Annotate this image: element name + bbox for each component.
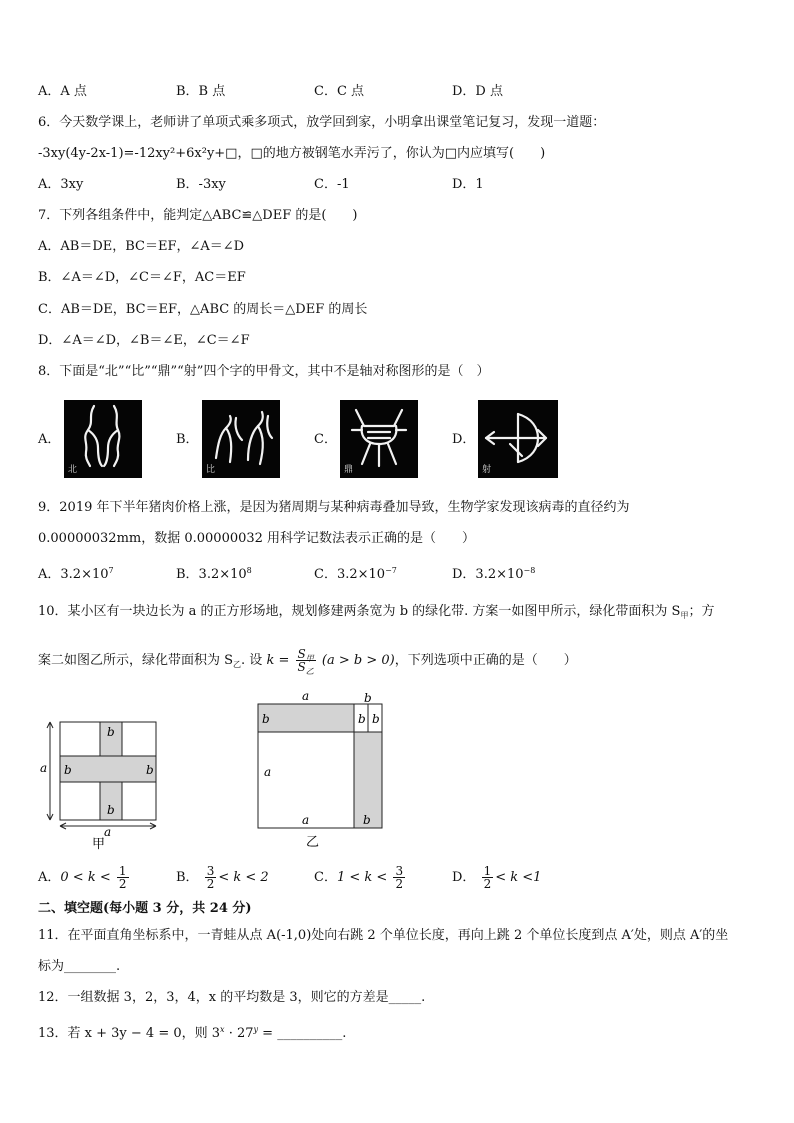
- figure-yi: [252, 690, 388, 852]
- section-2-heading: 二、填空题(每小题 3 分，共 24 分): [38, 901, 252, 916]
- fig-jia-label-a-side: a: [40, 761, 48, 775]
- q9-option-a: A．$3.2\times 10^7$: [38, 566, 114, 582]
- q5-option-a: A．A 点: [38, 84, 87, 99]
- q8-label-a: A．: [38, 432, 61, 447]
- figure-jia: [36, 716, 166, 854]
- fig-yi-label-a-bottom: a: [302, 813, 310, 827]
- q9-line2: 0.00000032mm，数据 0.00000032 用科学记数法表示正确的是（ ）: [38, 531, 476, 546]
- q7-option-b: B．∠A＝∠D，∠C＝∠F，AC＝EF: [38, 270, 246, 285]
- oracle-bone-bi-image: [202, 400, 280, 478]
- fig-yi-label-a-top: a: [302, 690, 310, 703]
- q11-line1: 11．在平面直角坐标系中，一青蛙从点 A(-1,0)处向右跳 2 个单位长度，再向上跳 2 个单位长度到点 A′处，则点 A′的坐: [38, 928, 729, 943]
- q10-option-a: A．0 < k < $\frac{1}{2}$: [38, 864, 127, 891]
- fig-yi-caption: 乙: [306, 835, 320, 850]
- q7-option-c: C．AB＝DE，BC＝EF，△ABC 的周长＝△DEF 的周长: [38, 302, 368, 317]
- q7-option-a: A．AB＝DE，BC＝EF，∠A＝∠D: [38, 239, 245, 254]
- q9-option-c: C．$3.2\times 10^{-7}$: [314, 566, 397, 582]
- q8-label-d: D．: [452, 432, 476, 447]
- q6-option-c: C．-1: [314, 177, 350, 192]
- q12-text: 12．一组数据 3，2，3，4，x 的平均数是 3，则它的方差是_____.: [38, 990, 426, 1005]
- fig-jia-label-b-bottom: b: [107, 803, 115, 817]
- q13-text: 13．若 x + 3y − 4 = 0，则 $3^x \cdot 27^y$ = __________.: [38, 1025, 347, 1041]
- q9-line1: 9．2019 年下半年猪肉价格上涨，是因为猪周期与某种病毒叠加导致，生物学家发现该病毒的直径约为: [38, 500, 630, 515]
- q6-expression: -3xy(4y-2x-1)=-12xy²+6x²y+□，□的地方被钢笔水弄污了，你认为□内应填写( ): [38, 146, 546, 161]
- q8-label-c: C．: [314, 432, 337, 447]
- q6-option-a: A．3xy: [38, 177, 84, 192]
- q10-option-d: D． $\frac{1}{2}$ < k <1: [452, 864, 542, 891]
- k-definition-fraction: $\frac{S_甲}{S_乙}$: [297, 647, 314, 676]
- fig-jia-label-b-left: b: [64, 763, 72, 777]
- fig-jia-label-a-bottom: a: [104, 825, 112, 839]
- fig-jia-label-b-right: b: [146, 763, 154, 777]
- fig-jia-caption: 甲: [92, 837, 106, 852]
- oracle-bone-bei-image: [64, 400, 142, 478]
- q10-line2: 案二如图乙所示，绿化带面积为 $S_乙$. 设 k = $\frac{S_甲}{S_乙}$ (a > b > 0)，下列选项中正确的是（ ）: [38, 647, 577, 676]
- q6-option-d: D．1: [452, 177, 484, 192]
- glyph-caption-she: 射: [482, 465, 492, 475]
- fig-yi-label-b-top: b: [364, 691, 372, 705]
- glyph-caption-bi: 比: [206, 465, 216, 475]
- q8-label-b: B．: [176, 432, 199, 447]
- q5-option-d: D．D 点: [452, 84, 503, 99]
- fig-yi-label-a-left: a: [264, 765, 272, 779]
- fig-jia-label-b-top: b: [107, 725, 115, 739]
- q5-option-b: B．B 点: [176, 84, 226, 99]
- glyph-caption-bei: 北: [68, 465, 78, 475]
- q6-option-b: B．-3xy: [176, 177, 226, 192]
- q6-stem: 6．今天数学课上，老师讲了单项式乘多项式，放学回到家，小明拿出课堂笔记复习，发现一道题：: [38, 115, 606, 130]
- oracle-bone-she-image: [478, 400, 558, 478]
- q7-option-d: D．∠A＝∠D，∠B＝∠E，∠C＝∠F: [38, 333, 250, 348]
- oracle-bone-ding-image: [340, 400, 418, 478]
- q10-line1: 10．某小区有一块边长为 a 的正方形场地，规划修建两条宽为 b 的绿化带. 方案一如图甲所示，绿化带面积为 $S_甲$；方: [38, 604, 715, 620]
- q10-option-b: B． $\frac{3}{2}$ < k < 2: [176, 864, 269, 891]
- fig-yi-label-b-square1: b: [358, 712, 366, 726]
- q7-stem: 7．下列各组条件中，能判定△ABC≌△DEF 的是( ): [38, 208, 358, 223]
- q5-option-c: C．C 点: [314, 84, 365, 99]
- q8-stem: 8．下面是“北”“比”“鼎”“射”四个字的甲骨文，其中不是轴对称图形的是（ ）: [38, 364, 490, 379]
- fig-yi-label-b-square2: b: [372, 712, 380, 726]
- glyph-caption-ding: 鼎: [344, 465, 354, 475]
- q10-option-c: C．1 < k < $\frac{3}{2}$: [314, 864, 404, 891]
- fig-yi-label-b-strip: b: [363, 813, 371, 827]
- q9-option-b: B．$3.2\times 10^8$: [176, 566, 252, 582]
- fig-yi-label-b-left: b: [262, 712, 270, 726]
- q9-option-d: D．$3.2\times 10^{-8}$: [452, 566, 536, 582]
- q11-line2: 标为________.: [38, 959, 121, 974]
